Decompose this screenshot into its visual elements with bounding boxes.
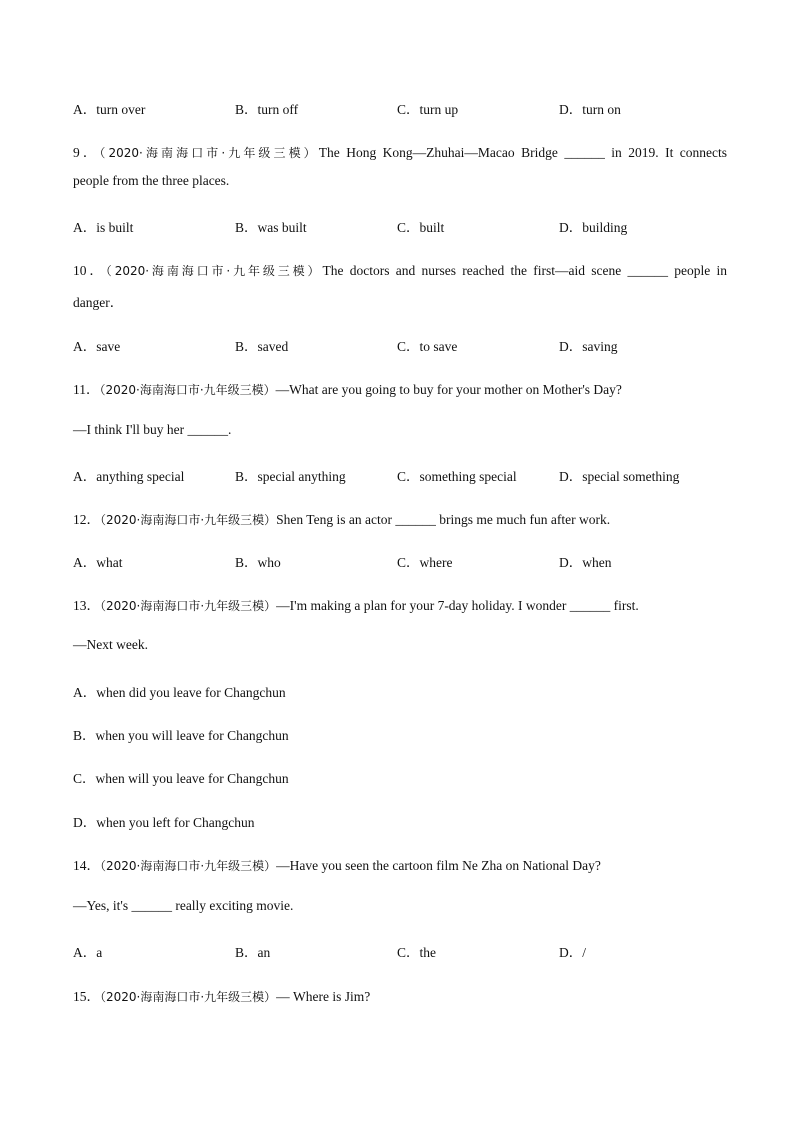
q13-option-a: A．when did you leave for Changchun: [73, 685, 286, 700]
q13-option-c: C．when will you leave for Changchun: [73, 771, 289, 786]
q14-options: [73, 941, 733, 961]
q9-options: [73, 216, 733, 236]
q10-text-line2: danger．: [73, 295, 124, 310]
q12-text-line1: Shen Teng is an actor ______ brings me much fun after work.: [276, 512, 611, 527]
q9-text-line2: people from the three places.: [73, 173, 230, 188]
q10-option-b: B．saved: [235, 339, 289, 354]
q11-option-a: A．anything special: [73, 469, 185, 484]
q9-option-d: D．building: [559, 220, 628, 235]
q8-options: [73, 98, 733, 118]
q12-options: [73, 551, 733, 571]
q9-stem-line1: [73, 141, 727, 161]
q11-text-line1: —What are you going to buy for your mother on Mother's Day?: [275, 382, 622, 397]
q12-option-a: A．what: [73, 555, 123, 570]
q14-option-a: A．a: [73, 945, 103, 960]
q15-stem: [73, 985, 370, 1005]
q15-number: 15．: [73, 989, 100, 1004]
q14-stem: [73, 854, 601, 874]
q11-stem: [73, 378, 622, 398]
q8-option-c: C．turn up: [397, 102, 459, 117]
q12-option-b: B．who: [235, 555, 281, 570]
q13-text-line1: —I'm making a plan for your 7-day holiday. I wonder ______ first.: [276, 598, 639, 613]
q10-option-a: A．save: [73, 339, 121, 354]
q9-number: 9．: [73, 145, 100, 160]
q11-option-d: D．special something: [559, 469, 680, 484]
q13-stem: [73, 594, 639, 614]
q12-option-c: C．where: [397, 555, 453, 570]
q13-text-line2: —Next week.: [73, 637, 148, 652]
q14-option-b: B．an: [235, 945, 271, 960]
q13-source: （2020·海南海口市·九年级三模）: [100, 599, 277, 613]
q14-number: 14．: [73, 858, 100, 873]
q10-stem: [73, 259, 727, 279]
q12-option-d: D．when: [559, 555, 612, 570]
q14-text-line2: —Yes, it's ______ really exciting movie.: [73, 898, 294, 913]
q9-source: （2020·海南海口市·九年级三模）: [99, 146, 319, 160]
q10-options: [73, 335, 733, 355]
q13-number: 13．: [73, 598, 100, 613]
q10-option-c: C．to save: [397, 339, 458, 354]
q9-option-a: A．is built: [73, 220, 134, 235]
q12-number: 12．: [73, 512, 100, 527]
q14-option-d: D．/: [559, 945, 586, 960]
q9-option-c: C．built: [397, 220, 445, 235]
q9-stem: [73, 141, 727, 161]
q10-number: 10．: [73, 263, 106, 278]
q8-option-a: A．turn over: [73, 102, 146, 117]
q11-options: [73, 465, 733, 485]
q14-option-c: C．the: [397, 945, 436, 960]
q12-source: （2020·海南海口市·九年级三模）: [100, 513, 277, 527]
q8-option-b: B．turn off: [235, 102, 299, 117]
q11-option-c: C．something special: [397, 469, 517, 484]
q10-text-line1: The doctors and nurses reached the first—aid scene ______ people in: [322, 263, 727, 278]
q15-text-line1: — Where is Jim?: [276, 989, 371, 1004]
q14-source: （2020·海南海口市·九年级三模）: [100, 859, 277, 873]
q13-option-b: B．when you will leave for Changchun: [73, 728, 289, 743]
q13-option-d: D．when you left for Changchun: [73, 815, 255, 830]
q11-text-line2: —I think I'll buy her ______.: [73, 422, 232, 437]
q11-number: 11．: [73, 382, 100, 397]
q15-source: （2020·海南海口市·九年级三模）: [100, 990, 277, 1004]
q10-source: （2020·海南海口市·九年级三模）: [105, 264, 323, 278]
q11-option-b: B．special anything: [235, 469, 346, 484]
q9-text-line1: The Hong Kong—Zhuhai—Macao Bridge ______ in 2019. It connects: [318, 145, 728, 160]
q8-option-d: D．turn on: [559, 102, 621, 117]
q9-option-b: B．was built: [235, 220, 307, 235]
q14-text-line1: —Have you seen the cartoon film Ne Zha on National Day?: [276, 858, 601, 873]
q10-stem-line1: [73, 259, 727, 279]
q12-stem: [73, 508, 610, 528]
q11-source: （2020·海南海口市·九年级三模）: [99, 383, 276, 397]
q10-option-d: D．saving: [559, 339, 618, 354]
